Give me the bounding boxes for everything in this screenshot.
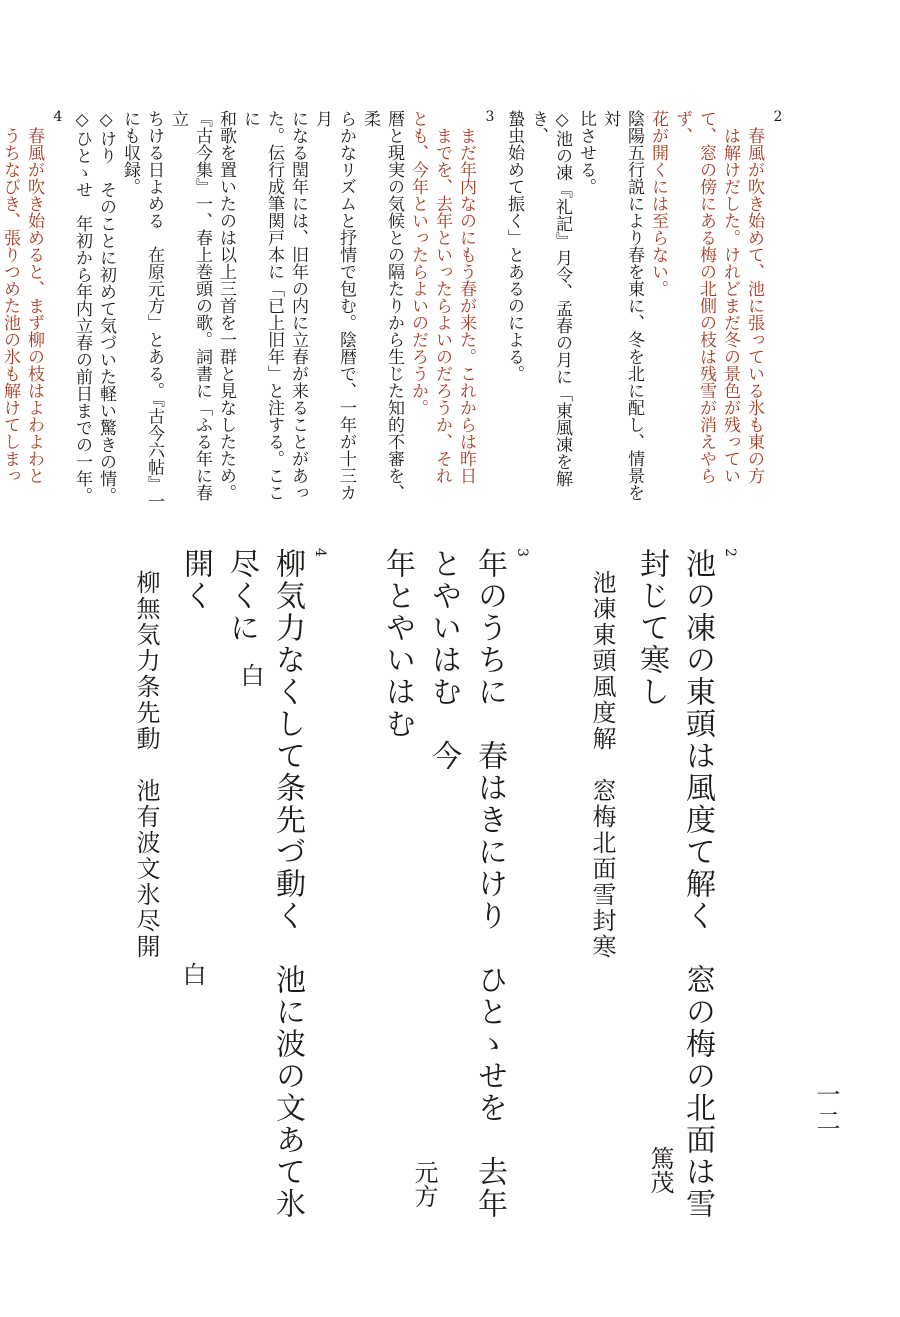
translation-line: とも、今年といったらよいのだろうか。 — [408, 110, 428, 416]
notes-section — [0, 110, 790, 510]
poems-section — [132, 548, 740, 1228]
note-2 — [502, 110, 790, 510]
commentary-line: になる閏年には、旧年の内に立春が来ることがあっ — [288, 110, 308, 501]
poem-number: 2 — [722, 548, 738, 557]
kanshi-line: 柳無気力条先動 池有波文氷尽開 — [132, 570, 160, 960]
commentary-line: 陰陽五行説により春を東に、冬を北に配し、情景を対 — [600, 110, 644, 501]
poem-4-author-waka: 白 — [236, 663, 264, 687]
spacer — [330, 548, 374, 1228]
spacer — [532, 548, 576, 1228]
commentary-line: らかなリズムと抒情で包む。陰暦で、一年が十三カ月 — [312, 110, 356, 501]
commentary-line: 蟄虫始めて振く」とあるのによる。 — [504, 110, 524, 382]
translation-line: て、窓の傍にある梅の北側の枝は残雪が消えやらず、 — [672, 110, 716, 484]
waka-line: 年のうちに 春はきにけり ひとゝせを 去年とやいはむ 今 — [426, 548, 507, 1220]
commentary-line: 暦と現実の気候との隔たりから生じた知的不審を、柔 — [360, 110, 404, 501]
commentary-line: ◇けり そのことに初めて気づいた軽い驚きの情。 — [96, 110, 116, 504]
poem-number: 4 — [312, 548, 328, 557]
commentary-line: ◇ひとゝせ 年初から年内立春の前日までの一年。 — [72, 110, 92, 504]
poem-4 — [120, 548, 330, 1228]
translation-line: 花が開くには至らない。 — [648, 110, 668, 297]
commentary-line: た。伝行成筆関戸本に「已上旧年」と注する。ここに — [240, 110, 284, 501]
commentary-line: ◇池の凍『礼記』月令、孟春の月に「東風凍を解き、 — [528, 110, 572, 487]
commentary-line: 和歌を置いたのは以上三首を一群と見なしたため。 — [216, 110, 236, 501]
commentary-line: ちける日よめる 在原元方」とある。『古今六帖』一 — [144, 110, 164, 510]
translation-line: うちなびき、張りつめた池の氷も解けてしまっ — [0, 127, 20, 484]
commentary-line: 『古今集』一、春上巻頭の歌。詞書に「ふる年に春立 — [168, 110, 212, 501]
note-number: 4 — [53, 110, 63, 124]
kanshi-line: 池凍東頭風度解 窓梅北面雪封寒 — [588, 570, 616, 960]
page-number: 一二 — [812, 1082, 840, 1134]
note-4 — [0, 110, 70, 510]
commentary-line: にも収録。 — [120, 110, 140, 195]
waka-line: 柳気力なくして条先づ動く 池に波の文あて氷尽くに — [224, 548, 305, 1220]
note-3 — [70, 110, 502, 510]
waka-line: 池の凍の東頭は風度て解く 窓の梅の北面は雪封じて寒し — [634, 548, 715, 1220]
translation-line: 春風が吹き始めると、まず柳の枝はよわよわと — [24, 127, 44, 484]
note-number: 2 — [773, 110, 783, 124]
translation-line: まだ年内なのにもう春が来た。これからは昨日 — [456, 127, 476, 484]
poem-2 — [576, 548, 740, 1228]
translation-line: 春風が吹き始めて、池に張っている氷も東の方 — [744, 127, 764, 484]
commentary-line: 比させる。 — [576, 110, 596, 195]
poem-number: 3 — [514, 548, 530, 557]
poem-3-author: 元方 — [410, 1160, 438, 1208]
poem-4-author-kanshi: 白 — [178, 962, 206, 986]
translation-line: までを、去年といったらよいのだろうか、それ — [432, 127, 452, 484]
note-number: 3 — [485, 110, 495, 124]
translation-line: は解けだした。けれどまだ冬の景色が残ってい — [720, 127, 740, 484]
waka-line: 開く — [178, 548, 213, 612]
poem-3 — [374, 548, 532, 1228]
poem-2-author: 篤茂 — [646, 1146, 674, 1194]
waka-line: 年とやいはむ — [380, 548, 415, 740]
